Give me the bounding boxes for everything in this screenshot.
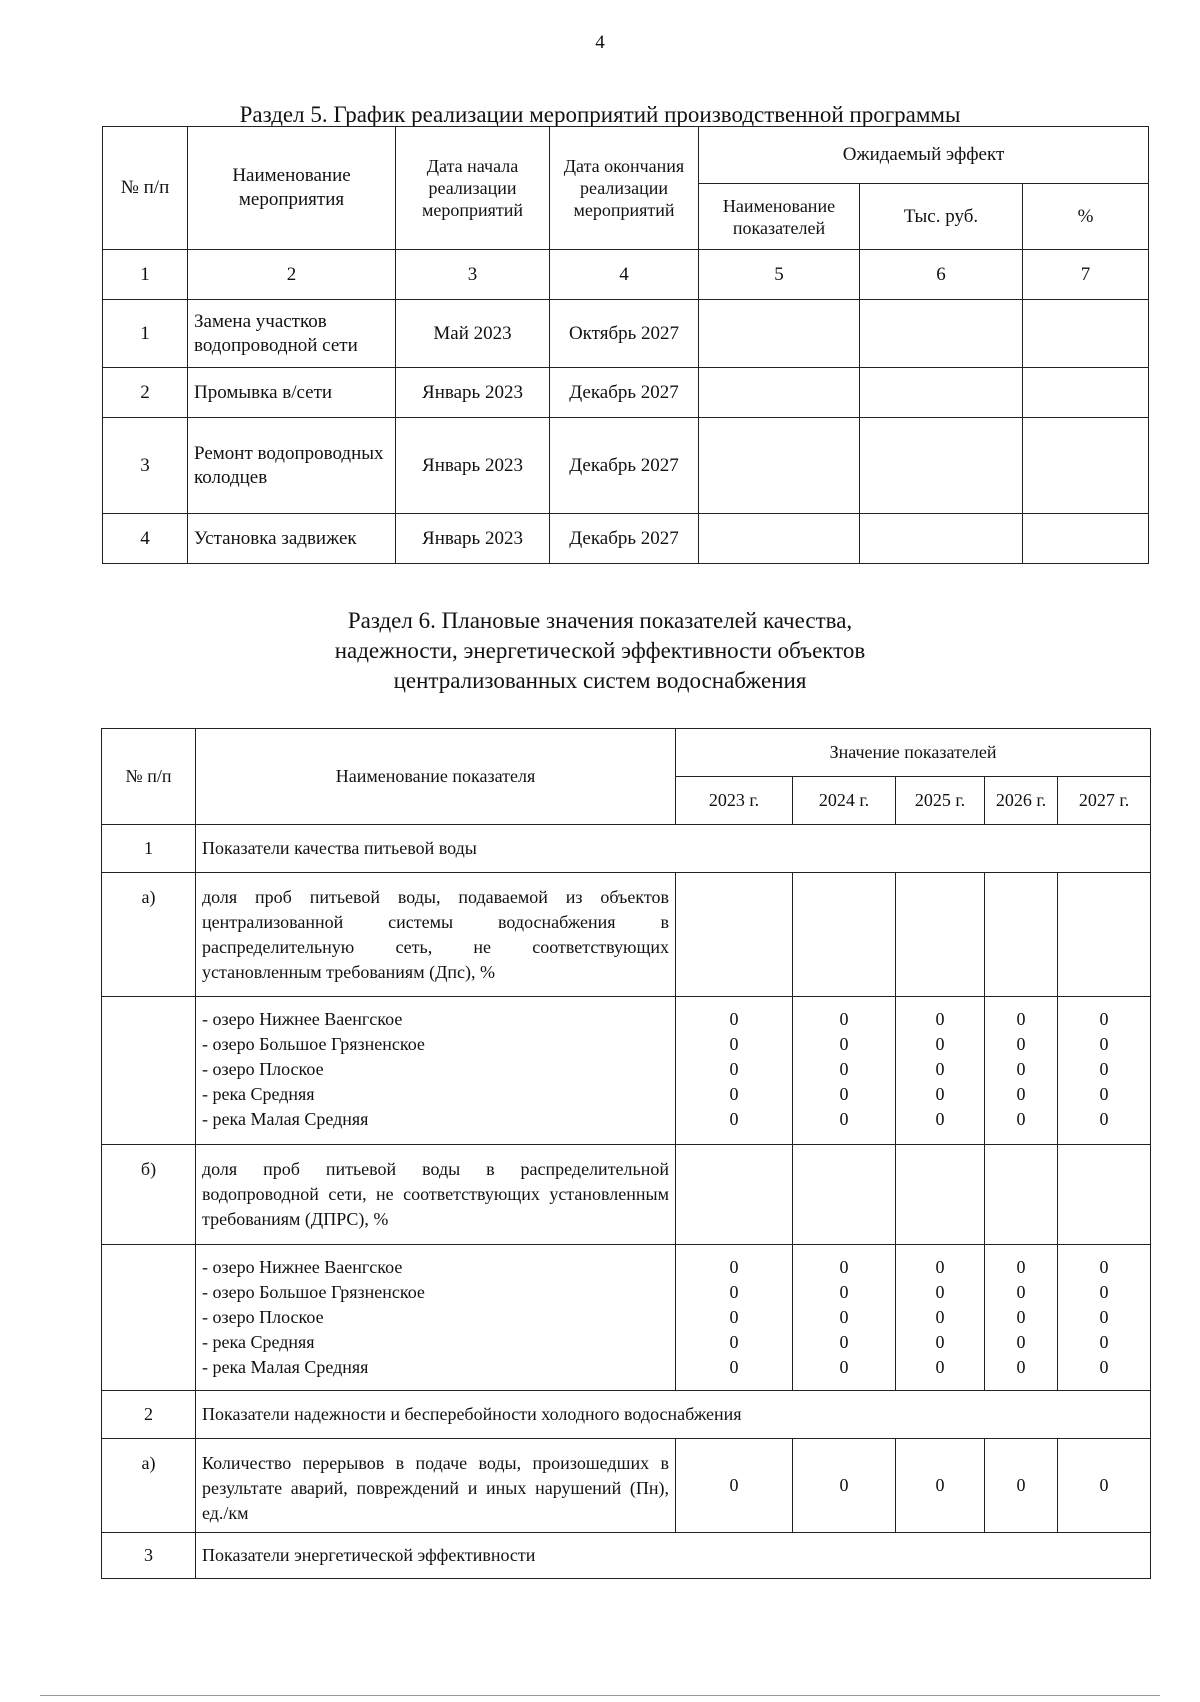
list-item: - река Малая Средняя: [202, 1109, 369, 1129]
item-text: доля проб питьевой воды в распределительной водопроводной сети, не соответствующих установленным требованиям (ДПРС), %: [196, 1145, 676, 1245]
row-end: Декабрь 2027: [550, 368, 699, 418]
group-label: Показатели надежности и бесперебойности холодного водоснабжения: [196, 1391, 1151, 1439]
value: 0: [1099, 1059, 1109, 1079]
list-item: - река Средняя: [202, 1084, 315, 1104]
table-row: [102, 1245, 1151, 1391]
header-year: 2026 г.: [985, 777, 1058, 825]
col-number: 3: [396, 250, 550, 300]
group-num: 1: [102, 825, 196, 873]
row-rub: [860, 418, 1023, 514]
row-start: Январь 2023: [396, 514, 550, 564]
value: 0: [935, 1109, 945, 1129]
value: 0: [839, 1307, 849, 1327]
row-name: Промывка в/сети: [188, 368, 396, 418]
value: 0: [935, 1307, 945, 1327]
value: 0: [729, 1357, 739, 1377]
value: 0: [729, 1282, 739, 1302]
group-label: Показатели качества питьевой воды: [196, 825, 1151, 873]
value: 0: [935, 1034, 945, 1054]
header-year: 2023 г.: [676, 777, 793, 825]
row-num: 1: [103, 300, 188, 368]
value: 0: [1016, 1307, 1026, 1327]
value: 0: [1099, 1009, 1109, 1029]
value: 0: [729, 1034, 739, 1054]
value: 0: [793, 1439, 896, 1533]
value-column: [985, 1245, 1058, 1391]
header-thousand-rub: Тыс. руб.: [860, 184, 1023, 250]
value: 0: [935, 1257, 945, 1277]
header-num: № п/п: [102, 729, 196, 825]
row-rub: [860, 300, 1023, 368]
row-num: 4: [103, 514, 188, 564]
row-pct: [1023, 514, 1149, 564]
value-column: [985, 997, 1058, 1145]
list-item: - озеро Нижнее Ваенгское: [202, 1009, 403, 1029]
value: 0: [839, 1282, 849, 1302]
list-item: - озеро Большое Грязненское: [202, 1034, 425, 1054]
group-num: 2: [102, 1391, 196, 1439]
row-start: Январь 2023: [396, 418, 550, 514]
row-name: Установка задвижек: [188, 514, 396, 564]
section5-table: [102, 126, 1149, 564]
value-column: [793, 1245, 896, 1391]
section5-title: Раздел 5. График реализации мероприятий производственной программы: [239, 102, 961, 127]
value: 0: [839, 1034, 849, 1054]
value: 0: [729, 1109, 739, 1129]
table-row: [102, 873, 1151, 997]
list-item: - озеро Нижнее Ваенгское: [202, 1257, 403, 1277]
value: 0: [1016, 1034, 1026, 1054]
value-column: [1058, 1245, 1151, 1391]
row-indicator: [699, 514, 860, 564]
value-column: [676, 997, 793, 1145]
item-num: а): [102, 1439, 196, 1533]
table-row: [103, 418, 1149, 514]
row-indicator: [699, 418, 860, 514]
row-pct: [1023, 418, 1149, 514]
list-item: - река Малая Средняя: [202, 1357, 369, 1377]
value: 0: [839, 1084, 849, 1104]
section6-title-line: надежности, энергетической эффективности объектов: [334, 638, 866, 663]
row-end: Октябрь 2027: [550, 300, 699, 368]
row-end: Декабрь 2027: [550, 418, 699, 514]
value: 0: [729, 1332, 739, 1352]
value: 0: [1099, 1084, 1109, 1104]
section6-title-line: Раздел 6. Плановые значения показателей качества,: [347, 608, 853, 633]
row-name: Ремонт водопроводных колодцев: [188, 418, 396, 514]
row-num: 2: [103, 368, 188, 418]
col-number: 5: [699, 250, 860, 300]
table-row: [102, 1145, 1151, 1245]
value: 0: [676, 1439, 793, 1533]
value: 0: [729, 1059, 739, 1079]
item-text: доля проб питьевой воды, подаваемой из объектов централизованной системы водоснабжения в распределительную сеть, не соответствующих установленным требованиям (Дпс), %: [196, 873, 676, 997]
header-year: 2025 г.: [896, 777, 985, 825]
value: 0: [1016, 1109, 1026, 1129]
header-start: Дата начала реализации мероприятий: [396, 127, 550, 250]
value: 0: [935, 1282, 945, 1302]
value-column: [896, 997, 985, 1145]
value: 0: [839, 1109, 849, 1129]
value: 0: [896, 1439, 985, 1533]
value: 0: [935, 1009, 945, 1029]
col-number: 6: [860, 250, 1023, 300]
group-label: Показатели энергетической эффективности: [196, 1533, 1151, 1579]
value: 0: [1099, 1034, 1109, 1054]
table-row: [103, 514, 1149, 564]
source-list: [196, 1245, 676, 1391]
header-num: № п/п: [103, 127, 188, 250]
header-name: Наименование мероприятия: [188, 127, 396, 250]
header-year: 2027 г.: [1058, 777, 1151, 825]
value: 0: [839, 1059, 849, 1079]
table-row: [102, 1439, 1151, 1533]
value: 0: [729, 1257, 739, 1277]
row-num: 3: [103, 418, 188, 514]
table-row: [102, 997, 1151, 1145]
value-column: [676, 1245, 793, 1391]
value: 0: [1016, 1257, 1026, 1277]
row-name: Замена участков водопроводной сети: [188, 300, 396, 368]
header-name: Наименование показателя: [196, 729, 676, 825]
list-item: - озеро Большое Грязненское: [202, 1282, 425, 1302]
row-rub: [860, 514, 1023, 564]
value-column: [793, 997, 896, 1145]
value: 0: [935, 1084, 945, 1104]
value: 0: [1016, 1009, 1026, 1029]
row-rub: [860, 368, 1023, 418]
value: 0: [1099, 1257, 1109, 1277]
section6-title: [0, 606, 1200, 696]
value: 0: [1016, 1084, 1026, 1104]
value: 0: [839, 1009, 849, 1029]
header-effect: Ожидаемый эффект: [699, 127, 1149, 184]
value: 0: [839, 1332, 849, 1352]
value: 0: [935, 1332, 945, 1352]
value: 0: [729, 1307, 739, 1327]
value: 0: [1016, 1332, 1026, 1352]
table-row: [103, 300, 1149, 368]
value: 0: [1099, 1282, 1109, 1302]
value: 0: [935, 1059, 945, 1079]
list-item: - река Средняя: [202, 1332, 315, 1352]
item-num: б): [102, 1145, 196, 1245]
column-number-row: [103, 250, 1149, 300]
value-column: [896, 1245, 985, 1391]
value: 0: [1016, 1357, 1026, 1377]
col-number: 2: [188, 250, 396, 300]
header-year: 2024 г.: [793, 777, 896, 825]
row-start: Январь 2023: [396, 368, 550, 418]
section6-table: [101, 728, 1151, 1579]
group-row: [102, 1533, 1151, 1579]
table-row: [103, 368, 1149, 418]
header-values: Значение показателей: [676, 729, 1151, 777]
list-item: - озеро Плоское: [202, 1307, 324, 1327]
row-indicator: [699, 368, 860, 418]
group-row: [102, 825, 1151, 873]
value: 0: [985, 1439, 1058, 1533]
value: 0: [1058, 1439, 1151, 1533]
value: 0: [1099, 1307, 1109, 1327]
group-num: 3: [102, 1533, 196, 1579]
header-end: Дата окончания реализации мероприятий: [550, 127, 699, 250]
value: 0: [935, 1357, 945, 1377]
value: 0: [1099, 1109, 1109, 1129]
value: 0: [729, 1009, 739, 1029]
header-percent: %: [1023, 184, 1149, 250]
page-number: 4: [595, 32, 605, 53]
row-indicator: [699, 300, 860, 368]
group-row: [102, 1391, 1151, 1439]
value: 0: [1099, 1357, 1109, 1377]
item-text: Количество перерывов в подаче воды, произошедших в результате аварий, повреждений и иных нарушений (Пн), ед./км: [196, 1439, 676, 1533]
col-number: 7: [1023, 250, 1149, 300]
value: 0: [1016, 1282, 1026, 1302]
row-end: Декабрь 2027: [550, 514, 699, 564]
header-indicators: Наименование показателей: [699, 184, 860, 250]
item-num: а): [102, 873, 196, 997]
section6-title-line: централизованных систем водоснабжения: [393, 668, 807, 693]
source-list: [196, 997, 676, 1145]
value: 0: [839, 1257, 849, 1277]
scan-edge-line: [40, 1695, 1160, 1696]
value: 0: [1016, 1059, 1026, 1079]
value-column: [1058, 997, 1151, 1145]
value: 0: [729, 1084, 739, 1104]
col-number: 1: [103, 250, 188, 300]
row-start: Май 2023: [396, 300, 550, 368]
col-number: 4: [550, 250, 699, 300]
list-item: - озеро Плоское: [202, 1059, 324, 1079]
row-pct: [1023, 300, 1149, 368]
value: 0: [1099, 1332, 1109, 1352]
row-pct: [1023, 368, 1149, 418]
value: 0: [839, 1357, 849, 1377]
